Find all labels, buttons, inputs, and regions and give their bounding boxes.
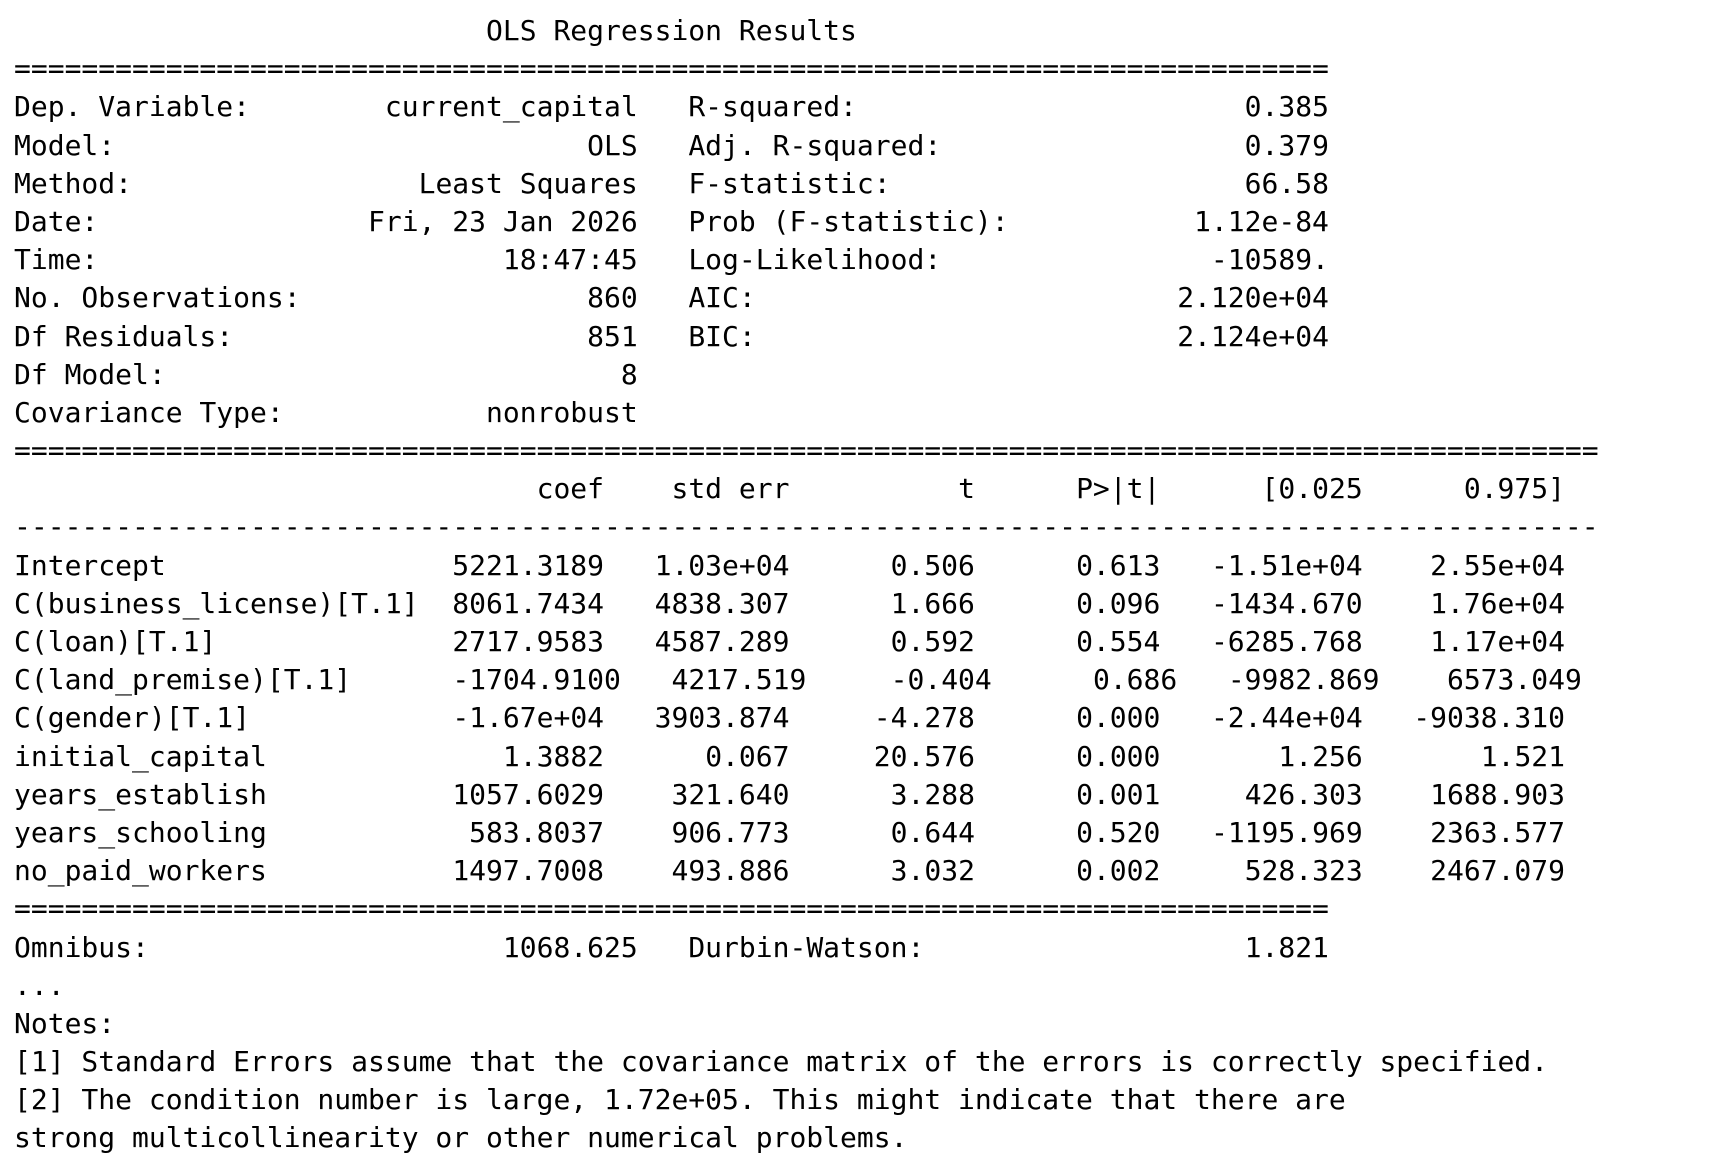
summary-value: 851: [587, 319, 638, 353]
title-line: [14, 12, 1599, 50]
cell-value: 493.886: [671, 854, 790, 888]
row-name: Intercept: [14, 548, 166, 582]
cell-value: 0.002: [1076, 854, 1161, 888]
notes-heading: Notes:: [14, 1006, 116, 1040]
diagnostic-label: Omnibus:: [14, 930, 149, 964]
column-header: P>|t|: [1076, 472, 1161, 506]
row-name: C(loan)[T.1]: [14, 625, 217, 658]
cell-value: -1704.9100: [452, 663, 621, 697]
ellipsis: ...: [14, 968, 65, 1002]
cell-value: -1.67e+04: [452, 701, 605, 735]
note-text: strong multicollinearity or other numerical problems.: [14, 1121, 908, 1155]
separator-line: [14, 50, 1599, 88]
separator: ----------------------------------------------------------------------------------------------: [14, 510, 1599, 544]
row-name: C(business_license)[T.1]: [14, 586, 419, 620]
summary-label: R-squared:: [688, 90, 857, 124]
summary-label: Df Residuals:: [14, 319, 234, 353]
summary-value: 860: [587, 281, 638, 315]
summary-value: Least Squares: [418, 166, 638, 200]
diagnostic-label: Durbin-Watson:: [688, 930, 925, 964]
summary-label: Method:: [14, 166, 133, 200]
summary-value: OLS: [587, 128, 638, 162]
cell-value: 2363.577: [1430, 815, 1565, 849]
column-header: coef: [536, 472, 605, 506]
summary-value: -10589.: [1210, 243, 1329, 277]
summary-row: [14, 318, 1599, 356]
cell-value: 0.096: [1076, 586, 1161, 620]
summary-label: Df Model:: [14, 357, 166, 391]
summary-value: nonrobust: [486, 395, 638, 429]
cell-value: 0.520: [1076, 815, 1161, 849]
cell-value: 0.000: [1076, 701, 1161, 735]
cell-value: 2717.9583: [452, 625, 605, 658]
table-row: [14, 814, 1599, 852]
summary-row: [14, 394, 1599, 432]
cell-value: 1.76e+04: [1430, 586, 1565, 620]
summary-value: 2.120e+04: [1177, 281, 1329, 315]
summary-label: Prob (F-statistic):: [688, 204, 1009, 238]
table-row: [14, 738, 1599, 776]
cell-value: 1.256: [1278, 739, 1363, 773]
row-name: C(land_premise)[T.1]: [14, 663, 352, 697]
cell-value: 1.3882: [502, 739, 605, 773]
row-name: initial_capital: [14, 739, 267, 773]
cell-value: 4217.519: [671, 663, 807, 697]
cell-value: 3.288: [890, 777, 975, 811]
notes-line: [14, 1119, 1599, 1157]
column-header: std err: [671, 472, 790, 506]
table-row: [14, 585, 1599, 623]
cell-value: 2.55e+04: [1430, 548, 1565, 582]
summary-row: [14, 127, 1599, 165]
separator: ==============================================================================: [14, 52, 1329, 86]
column-header: [0.025: [1261, 472, 1363, 506]
cell-value: 1.17e+04: [1430, 625, 1565, 658]
cell-value: 1497.7008: [452, 854, 605, 888]
cell-value: 3.032: [890, 854, 975, 888]
diagnostics-row: [14, 929, 1599, 967]
summary-value: 66.58: [1244, 166, 1329, 200]
summary-value: 2.124e+04: [1177, 319, 1329, 353]
summary-label: Log-Likelihood:: [688, 243, 942, 277]
diagnostic-value: 1.821: [1244, 930, 1329, 964]
cell-value: 4838.307: [654, 586, 790, 620]
summary-value: 8: [620, 357, 638, 391]
summary-label: Model:: [14, 128, 116, 162]
table-row: [14, 699, 1599, 737]
row-name: years_establish: [14, 777, 267, 811]
summary-row: [14, 279, 1599, 317]
summary-label: Dep. Variable:: [14, 90, 251, 124]
summary-value: Fri, 23 Jan 2026: [368, 204, 638, 238]
cell-value: 0.613: [1076, 548, 1161, 582]
row-name: C(gender)[T.1]: [14, 701, 251, 735]
cell-value: 8061.7434: [452, 586, 605, 620]
summary-value: current_capital: [384, 90, 638, 124]
notes-line: [14, 1005, 1599, 1043]
notes-line: [14, 1081, 1599, 1119]
summary-row: [14, 241, 1599, 279]
note-text: [1] Standard Errors assume that the covariance matrix of the errors is correctly specified.: [14, 1045, 1549, 1079]
cell-value: 2467.079: [1430, 854, 1565, 888]
summary-label: AIC:: [688, 281, 756, 315]
diagnostic-value: 1068.625: [502, 930, 638, 964]
summary-label: Time:: [14, 243, 99, 277]
separator-line: [14, 432, 1599, 470]
summary-value: 0.385: [1244, 90, 1329, 124]
summary-value: 18:47:45: [502, 243, 638, 277]
cell-value: 1057.6029: [452, 777, 605, 811]
separator: ==============================================================================: [14, 892, 1329, 926]
summary-value: 1.12e-84: [1194, 204, 1329, 238]
cell-value: 906.773: [671, 815, 790, 849]
separator: ==============================================================================================: [14, 434, 1599, 468]
table-header-row: [14, 470, 1599, 508]
cell-value: 528.323: [1244, 854, 1363, 888]
summary-label: F-statistic:: [688, 166, 891, 200]
cell-value: 321.640: [671, 777, 790, 811]
report-title: OLS Regression Results: [486, 14, 857, 47]
table-row: [14, 852, 1599, 890]
cell-value: 6573.049: [1446, 663, 1582, 697]
cell-value: 0.000: [1076, 739, 1161, 773]
regression-summary-output: [14, 12, 1599, 1158]
summary-value: 0.379: [1244, 128, 1329, 162]
cell-value: -9038.310: [1413, 701, 1565, 735]
cell-value: 0.644: [890, 815, 975, 849]
table-row: [14, 547, 1599, 585]
cell-value: 0.686: [1092, 663, 1178, 697]
note-text: [2] The condition number is large, 1.72e+05. This might indicate that there are: [14, 1083, 1346, 1117]
cell-value: 20.576: [873, 739, 975, 773]
summary-label: BIC:: [688, 319, 756, 353]
summary-row: [14, 88, 1599, 126]
cell-value: 5221.3189: [452, 548, 605, 582]
row-name: years_schooling: [14, 815, 267, 849]
column-header: t: [958, 472, 975, 506]
cell-value: 1688.903: [1430, 777, 1565, 811]
cell-value: 426.303: [1244, 777, 1363, 811]
summary-label: Covariance Type:: [14, 395, 284, 429]
ellipsis-line: [14, 967, 1599, 1005]
summary-row: [14, 203, 1599, 241]
table-row: [14, 623, 1599, 661]
cell-value: 1.666: [890, 586, 975, 620]
cell-value: 0.001: [1076, 777, 1161, 811]
row-name: no_paid_workers: [14, 854, 267, 888]
summary-label: Adj. R-squared:: [688, 128, 942, 162]
cell-value: -2.44e+04: [1210, 701, 1363, 735]
cell-value: 0.506: [890, 548, 975, 582]
cell-value: -0.404: [890, 663, 992, 697]
cell-value: 4587.289: [654, 625, 790, 658]
cell-value: 0.067: [705, 739, 790, 773]
separator-line: [14, 890, 1599, 928]
cell-value: -6285.768: [1210, 625, 1363, 658]
cell-value: 1.03e+04: [654, 548, 790, 582]
cell-value: 3903.874: [654, 701, 790, 735]
cell-value: -4.278: [873, 701, 975, 735]
cell-value: 0.554: [1076, 625, 1161, 658]
cell-value: 1.521: [1480, 739, 1566, 773]
summary-label: No. Observations:: [14, 281, 301, 315]
notes-line: [14, 1043, 1599, 1081]
table-row: [14, 776, 1599, 814]
table-row: [14, 661, 1599, 699]
cell-value: -9982.869: [1227, 663, 1380, 697]
cell-value: 583.8037: [469, 815, 605, 849]
cell-value: -1434.670: [1210, 586, 1363, 620]
summary-row: [14, 165, 1599, 203]
cell-value: -1195.969: [1210, 815, 1363, 849]
cell-value: -1.51e+04: [1210, 548, 1363, 582]
summary-row: [14, 356, 1599, 394]
summary-label: Date:: [14, 204, 99, 238]
separator-line: [14, 508, 1599, 546]
cell-value: 0.592: [890, 625, 975, 658]
column-header: 0.975]: [1463, 472, 1565, 506]
